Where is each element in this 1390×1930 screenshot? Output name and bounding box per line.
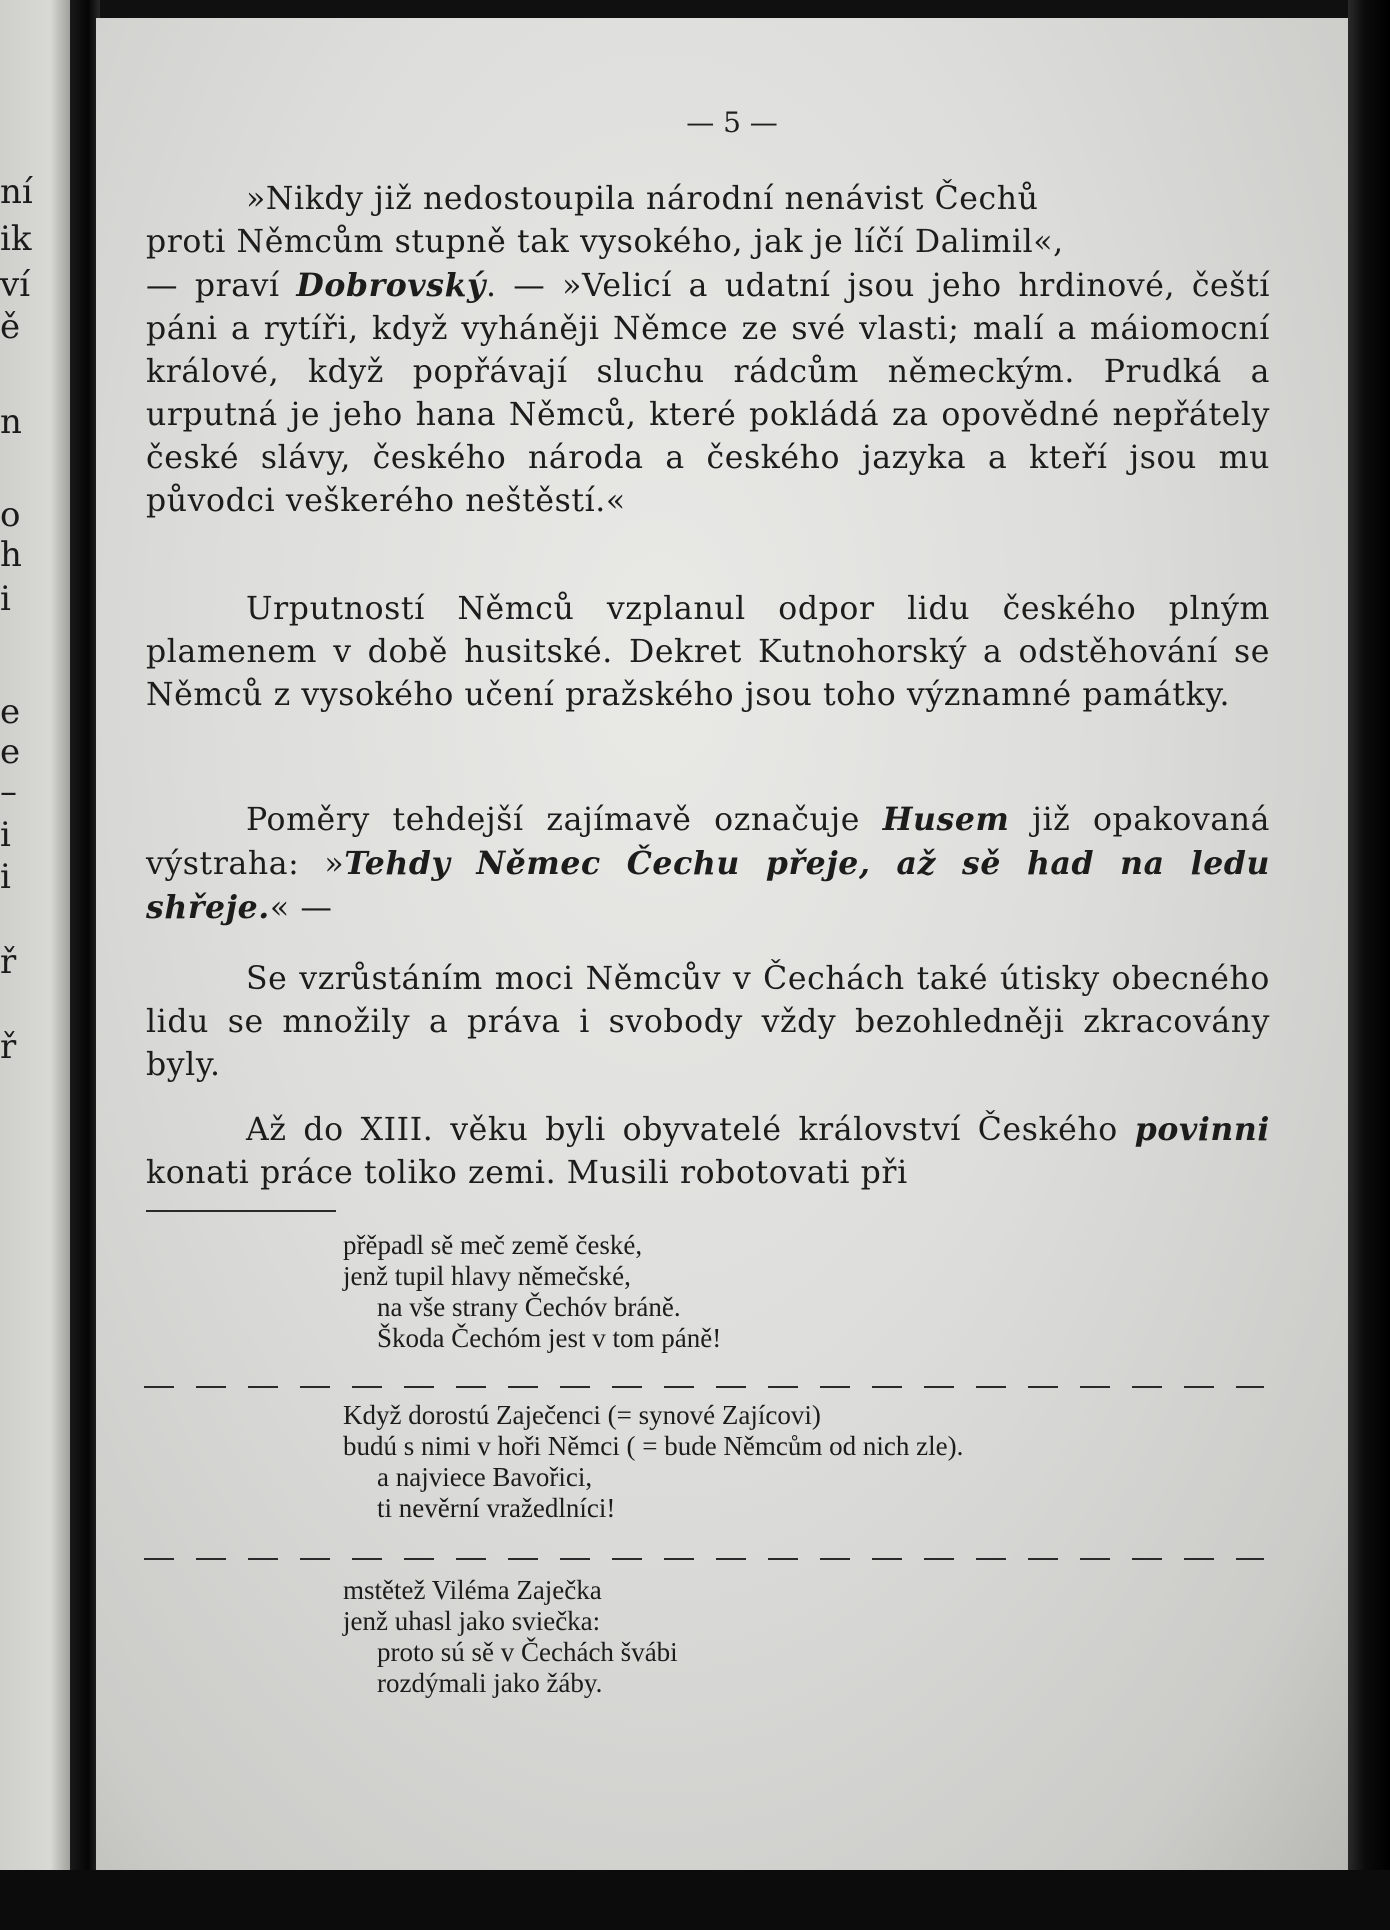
text-run: — praví: [146, 268, 297, 304]
dashed-separator: [144, 1558, 1264, 1560]
verse-line: ti nevěrní vražedlníci!: [377, 1493, 616, 1523]
paragraph-line: proti Němcům stupně tak vysokého, jak je líčí Dalimil«,: [146, 224, 1064, 260]
verse-line: Když dorostú Zaječenci (= synové Zajícovi): [343, 1400, 821, 1430]
margin-fragment: ř: [0, 1027, 17, 1067]
margin-fragment: o: [0, 495, 21, 535]
page-number: — 5 —: [686, 106, 778, 139]
margin-fragment: ě: [0, 307, 21, 347]
emphasis-dobrovsky: Dobrovský: [296, 267, 486, 304]
verse-block-3: [343, 1575, 678, 1699]
paragraph-dalimil: [146, 178, 1270, 523]
margin-fragment: ní: [0, 172, 33, 212]
footnote-rule: [146, 1210, 336, 1212]
verse-line: na vše strany Čechóv bráně.: [377, 1292, 681, 1322]
margin-fragment: ř: [0, 942, 17, 982]
margin-fragment: n: [0, 402, 22, 442]
paragraph-hus-warning: [146, 798, 1270, 930]
verse-line: mstětež Viléma Zaječka: [343, 1575, 602, 1605]
verse-line: Škoda Čechóm jest v tom páně!: [377, 1323, 722, 1353]
paragraph-robota: [146, 1108, 1270, 1195]
emphasis-povinni: povinni: [1134, 1111, 1270, 1148]
text-run: již opakovaná výstraha: »: [146, 802, 1270, 882]
text-run: konati práce toliko zemi. Musili robotovati při: [146, 1155, 908, 1191]
verse-line: jenž uhasl jako sviečka:: [343, 1606, 601, 1636]
text-run: Poměry tehdejší zajímavě označuje: [246, 802, 883, 838]
emphasis-proverb: Tehdy Němec Čechu přeje, až sě had na ledu shřeje.: [146, 845, 1270, 926]
verse-block-2: [343, 1400, 963, 1524]
margin-fragment: ik: [0, 219, 32, 259]
paragraph-husitism: [146, 588, 1270, 717]
text-run: Až do XIII. věku byli obyvatelé království Českého: [246, 1112, 1135, 1148]
paragraph-line: »Nikdy již nedostoupila národní nenávist Čechů: [246, 181, 1039, 217]
bottom-shadow: [0, 1870, 1390, 1930]
margin-fragment: i: [0, 857, 11, 897]
verse-line: a najviece Bavořici,: [377, 1462, 593, 1492]
verse-line: rozdýmali jako žáby.: [377, 1668, 603, 1698]
margin-fragment: e: [0, 732, 21, 772]
paragraph-oppression: [146, 958, 1270, 1087]
margin-fragment: i: [0, 815, 11, 855]
text-run: . — »Velicí a udatní jsou jeho hrdinové, čeští páni a rytíři, když vyháněji Němce ze své vlasti; malí a máiomocní králové, když popřávají sluchu rádcům německým. Prudká a urputná je jeho hana Němců, které pokládá za opovědné nepřátely české slávy, českého národa a českého jazyka a kteří jsou mu původci veškerého neštěstí.«: [146, 268, 1270, 519]
verse-line: přěpadl sě meč země české,: [343, 1230, 643, 1260]
emphasis-husem: Husem: [882, 801, 1010, 838]
margin-fragment: e: [0, 692, 21, 732]
margin-fragment: i: [0, 579, 11, 619]
verse-line: budú s nimi v hoři Němci ( = bude Němcům od nich zle).: [343, 1431, 964, 1461]
margin-fragment: h: [0, 535, 22, 575]
text-run: « —: [269, 890, 333, 926]
dashed-separator: [144, 1386, 1264, 1388]
margin-fragment: ví: [0, 265, 31, 305]
book-page: [96, 18, 1348, 1870]
margin-fragment: –: [0, 772, 17, 812]
page-right-shadow: [1348, 0, 1390, 1930]
paragraph-body: Se vzrůstáním moci Němcův v Čechách také útisky obecného lidu se množily a práva i svobody vždy bezohledněji zkracovány byly.: [146, 961, 1270, 1083]
verse-block-1: [343, 1230, 721, 1354]
paragraph-body: Urputností Němců vzplanul odpor lidu českého plným plamenem v době husitské. Dekret Kutnohorský a odstěhování se Němců z vysokého učení pražského jsou toho významné památky.: [146, 591, 1270, 713]
verse-line: jenž tupil hlavy němečské,: [343, 1261, 631, 1291]
verse-line: proto sú sě v Čechách švábi: [377, 1637, 678, 1667]
